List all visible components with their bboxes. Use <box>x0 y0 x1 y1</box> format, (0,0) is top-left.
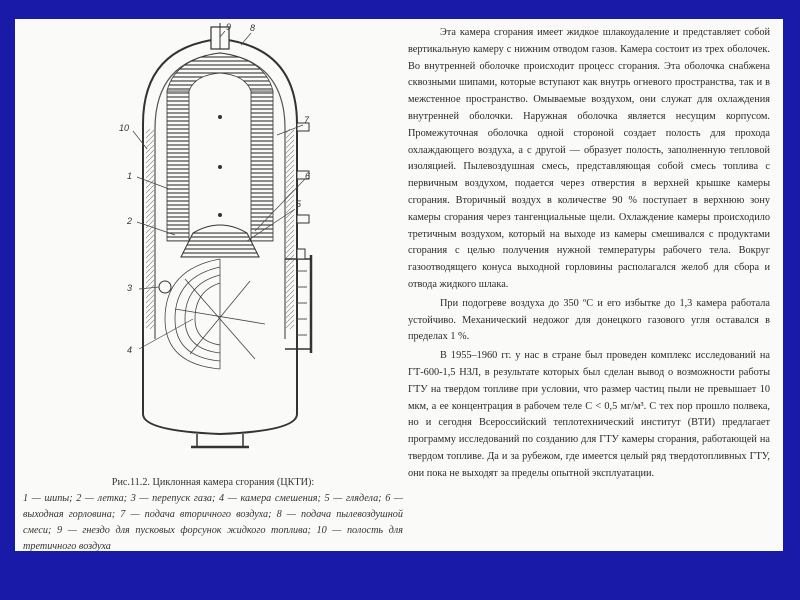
figure-label: 1 <box>127 171 133 181</box>
figure-label: 8 <box>250 23 256 33</box>
caption-title: Рис.11.2. Циклонная камера сгорания (ЦКТИ): <box>111 477 315 488</box>
outlet-throat <box>181 233 259 257</box>
figure-caption <box>23 475 403 551</box>
combustion-chamber-drawing <box>15 19 410 469</box>
figure-label: 10 <box>119 123 130 133</box>
spikes-left <box>167 91 189 241</box>
mixing-chamber-spiral <box>165 259 265 369</box>
bottom-slag-outlet <box>197 434 243 447</box>
paragraph: Эта камера сгорания имеет жидкое шлакоудаление и представляет собой вертикальную камеру с нижним отводом газов. Камера состоит из трех оболочек. Во внутренней оболочке происходит процесс сгорания. Эта оболочка снабжена сквозными шипами, которые вступают как внутрь огневого пространства, так и в межстенное пространство. Омываемые воздухом, они служат для охлаждения внутренней оболочки. Наружная оболочка является несущим корпусом. Промежуточная оболочка одной стороной создает полость для прохода охлаждающего воздуха, а с другой — образует полость, заполненную тепловой изоляцией. Пылевоздушная смесь, представляющая собой смесь топлива с первичным воздухом, подается через отверстия в верхней крышке камеры сгорания. Вторичный воздух в количестве 90 % поступает в верхнюю зону камеры сгорания через тангенциальные щели. Охлаждение камеры происходило третичным воздухом, который на выходе из камеры смешивался с продуктами сгорания с целью получения нужной температуры рабочего тела. Вокруг газоотводящего конуса выходной горловины располагался желоб для сбора и отвода жидкого шлака. <box>408 27 770 290</box>
figure-label: 5 <box>296 199 302 209</box>
figure-label: 6 <box>305 171 311 181</box>
paragraph: При подогреве воздуха до 350 ºС и его избытке до 1,3 камера работала устойчиво. Механический недожог для донецкого газового угля оставался в пределах 1 %. <box>408 297 770 343</box>
figure-label: 9 <box>226 22 232 32</box>
figure-label: 7 <box>304 115 310 125</box>
insulation-left <box>146 129 154 329</box>
figure-label: 2 <box>127 216 133 226</box>
paragraph: В 1955–1960 гг. у нас в стране был проведен комплекс исследований на ГТ-600-1,5 НЗЛ, в результате которых был сделан вывод о возможности работы ГТУ на твердом топливе при условии, что размер частиц пыли не превышает 10 мкм, а ее концентрация в рабочем теле С < 0,5 мг/м³. С тех пор прошло полвека, но и сегодня Всероссийский теплотехнический институт (ВТИ) предлагает программу исследований по созданию для ГТУ камеры сгорания, работающей на твердом топливе. Да и за рубежом, где имеется целый ряд твердотопливных ГТУ, они пока не выходят за пределы опытной эксплуатации. <box>408 350 770 479</box>
figure-label: 4 <box>127 345 133 355</box>
gas-bypass-port <box>159 281 171 293</box>
air-inlet-flanges <box>297 123 309 259</box>
spikes-dome <box>167 53 273 91</box>
insulation-right <box>286 129 294 329</box>
figure-label: 3 <box>127 283 133 293</box>
spikes-right <box>251 91 273 241</box>
body-text <box>408 25 770 483</box>
combustion-chamber-figure <box>15 19 410 469</box>
caption-legend: 1 — шипы; 2 — летка; 3 — перепуск газа; 4 — камера смешения; 5 — глядела; 6 — выходная горловина; 7 — подача вторичного воздуха; 8 — подача пылевоздушной смеси; 9 — гнездо для пусковых форсунок жидкого топлива; 10 — полость для третичного воздуха <box>23 493 403 551</box>
document-page <box>15 19 783 551</box>
